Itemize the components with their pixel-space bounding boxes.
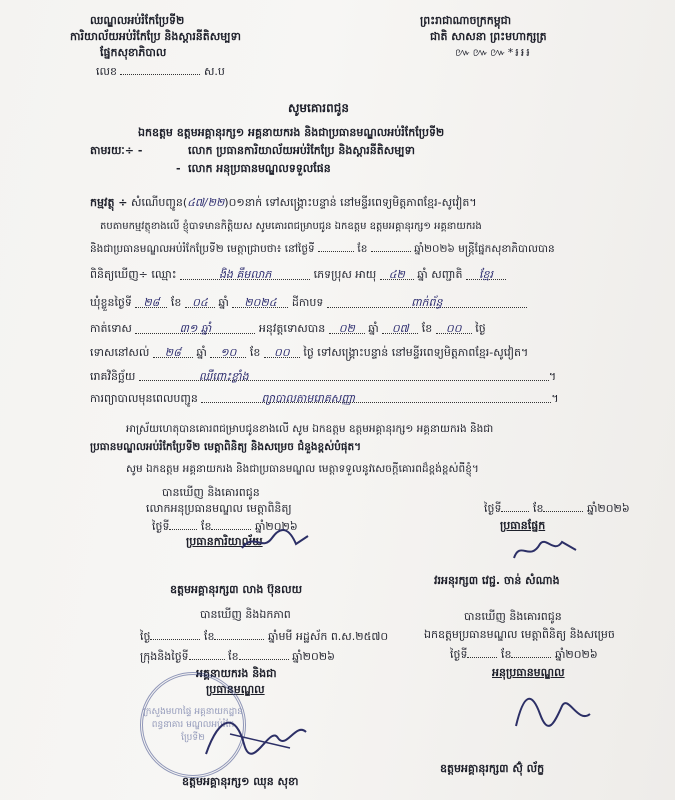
year-label: ឆ្នាំ — [368, 322, 379, 335]
right2-date — [450, 646, 598, 662]
right1-signature — [510, 532, 580, 564]
body-line-1: តបតាមកម្មវត្ថុខាងលើ ខ្ញុំបាទមានកិត្តិយស សូមគោរពជម្រាបជូន ឯកឧត្តម ឧត្តមអគ្គានុរក្ស១ អគ្គនាយករង — [100, 221, 482, 232]
left2-name: ឧត្តមអគ្គានុរក្ស១ ឈុន សុខា — [182, 775, 299, 788]
header-left-line3: ផ្នែកសុខាភិបាល — [100, 46, 167, 59]
left1-signature — [240, 528, 310, 554]
ref-blank — [120, 63, 200, 75]
via-dash: - — [176, 162, 181, 175]
row-name — [90, 268, 506, 282]
year-label: ឆ្នាំ២០២៦ — [254, 520, 298, 533]
served-days: ០០ — [436, 322, 472, 334]
blank — [511, 646, 551, 658]
month-label: ខែ — [421, 322, 433, 335]
month-label: ខែ — [249, 346, 261, 359]
remaining-days: ០០ — [264, 346, 300, 358]
warrant-label: ដីកាបទ — [291, 296, 324, 309]
warrant-value: ពាក់ព័ន្ធ — [327, 296, 527, 308]
closing-line-3: សូម ឯកឧត្តម អគ្គនាយករង និងជាប្រធានមណ្ឌល មេត្តាទទួលនូវសេចក្តីគោរពដ៏ខ្ពង់ខ្ពស់ពីខ្ញុំ។ — [126, 463, 479, 475]
right2-name: ឧត្តមអគ្គានុរក្ស៣ ស៊ុំ ល័ក្ខ — [440, 762, 545, 775]
month-label: ខែ — [532, 502, 544, 515]
right2-line2: ឯកឧត្តមប្រធានមណ្ឌល មេត្តាពិនិត្យ និងសម្រេច — [424, 628, 615, 641]
blank — [318, 240, 354, 252]
official-stamp: ក្រសួងមហាផ្ទៃ អគ្គនាយកដ្ឋានពន្ធនាគារ មណ្ឌលអប់រំកែប្រែទី២ — [140, 672, 246, 778]
patient-nationality: ខ្មែរ — [466, 268, 506, 280]
remaining-months: ១០ — [210, 346, 246, 358]
left2-role1: អគ្គនាយករង និងជា — [196, 667, 277, 680]
via-item-2: លោក អនុប្រធានមណ្ឌលទទួលផែន — [188, 162, 331, 175]
day-label: ថ្ងៃ — [140, 630, 151, 643]
remaining-suffix: ថ្ងៃ ទៅសង្គ្រោះបន្ទាន់ នៅមន្ទីរពេទ្យមិត្តភាពខ្មែរ-សូវៀត។ — [303, 346, 529, 359]
left1-name: ឧត្តមអគ្គានុរក្ស៣ លាង ប៊ុនលយ — [170, 583, 303, 596]
header-ornament: ៚៚៚*៛៛៛ — [455, 46, 532, 59]
left2-role2: ប្រធានមណ្ឌល — [206, 683, 265, 696]
detention-year: ២០២៤ — [232, 296, 288, 308]
month-label: ខែ — [203, 630, 215, 643]
month-label: ខែ — [170, 296, 182, 309]
month-label: ខែ — [200, 520, 212, 533]
ref-label: លេខ — [96, 65, 117, 78]
year-label: ឆ្នាំ២០២៦ — [586, 502, 630, 515]
served-years: ០២ — [329, 322, 365, 334]
served-label: អនុវត្តទោសបាន — [258, 322, 326, 335]
blank — [214, 628, 264, 640]
closing-line-2: ប្រធានមណ្ឌលអប់រំកែប្រែទី២ មេត្តាពិនិត្យ និងសម្រេច ជំនួងខ្ពស់បំផុត។ — [90, 441, 362, 453]
via-item-1: លោក ប្រធានការិយាល័យអប់រំកែប្រែ និងស្តារនីតិសម្បទា — [188, 144, 415, 157]
year-label: ឆ្នាំ — [196, 346, 207, 359]
row-treatment-history: ការព្យាបាលមុនពេលបញ្ជូន ព្យាបាលតាមរោគសញ្ញា ។ — [90, 392, 559, 405]
blank — [150, 628, 200, 640]
remaining-years: ២៨ — [153, 346, 193, 358]
left1-line2: លោកអនុប្រធានមណ្ឌល មេត្តាពិនិត្យ — [146, 502, 292, 515]
left1-role: ប្រធានការិយាល័យ — [186, 535, 263, 548]
right1-name: វរអនុរក្ស៣ វេជ្ជ. ចាន់ សំណាង — [434, 574, 560, 587]
left2-line2 — [140, 628, 388, 644]
header-left-line2: ការិយាល័យអប់រំកែប្រែ និងស្តារនីតិសម្បទា — [70, 30, 241, 43]
patient-name: ងិង គឹមលាភ — [180, 268, 310, 280]
body-line-2c: ឆ្នាំ២០២៦ មន្ត្រីផ្នែកសុខាភិបាលបាន — [414, 243, 555, 255]
header-left-line1: ឈណ្ឌលអប់រំកែប្រែទី២ — [90, 14, 185, 27]
body-line-2b: ខែ — [357, 243, 368, 255]
closing-line-1: អាស្រ័យហេតុបានគោរពជម្រាបជូនខាងលើ សូម ឯកឧត្តម ឧត្តមអគ្គានុរក្ស១ អគ្គនាយករង និងជា — [126, 423, 494, 435]
history-value: ព្យាបាលតាមរោគសញ្ញា — [201, 392, 551, 403]
blank — [501, 500, 529, 512]
right2-signature — [506, 684, 596, 734]
blank — [371, 240, 411, 252]
day-label: ថ្ងៃទី — [450, 648, 468, 661]
blank — [239, 648, 289, 660]
detention-label: ឃុំខ្លួនថ្ងៃទី — [90, 296, 132, 309]
diagnosis-label: រោគវិនិច្ឆ័យ — [90, 370, 136, 383]
sentence-label: កាត់ទោស — [90, 322, 132, 335]
body-line-2a: និងជាប្រធានមណ្ឌលអប់រំកែប្រែទី២ មេត្តាជ្រាបថា៖ នៅថ្ងៃទី — [90, 243, 315, 255]
addressee: ឯកឧត្តម ឧត្តមអគ្គានុរក្ស១ អគ្គនាយករង និងជាប្រធានមណ្ឌលអប់រំកែប្រែទី២ — [138, 126, 445, 139]
left2-signature — [200, 704, 310, 764]
diagnosis-value: ឈឺពោះខ្លាំង — [139, 370, 549, 381]
month-label: ខែ — [500, 648, 512, 661]
day-label: ថ្ងៃទី — [484, 502, 502, 515]
body-line-2 — [90, 240, 555, 256]
reference-number — [96, 63, 225, 79]
right2-role: អនុប្រធានមណ្ឌល — [492, 666, 565, 679]
blank — [169, 518, 197, 530]
header-right-line2: ជាតិ សាសនា ព្រះមហាក្សត្រ — [430, 30, 547, 43]
day-label: ថ្ងៃ — [475, 322, 486, 335]
blank — [189, 648, 225, 660]
detention-day: ២៨ — [135, 296, 167, 308]
subject-label: កម្មវត្ថុ ÷ — [90, 196, 128, 209]
left2-line3 — [140, 648, 335, 664]
right1-role: ប្រធានផ្នែក — [500, 519, 546, 532]
served-months: ០៧ — [382, 322, 418, 334]
patient-age: ៤២ — [380, 268, 414, 280]
name-label: ពិនិត្យឃើញ÷ ឈ្មោះ — [90, 268, 177, 281]
ref-suffix: ស.ប — [203, 65, 225, 78]
subject-line — [90, 196, 477, 210]
header-right-line1: ព្រះរាជាណាចក្រកម្ពុជា — [420, 14, 512, 27]
page-title: សូមគោរពជូន — [288, 101, 349, 115]
subject-handwritten: ៤៧/២២ — [187, 196, 225, 209]
subject-suffix: )០១នាក់ ទៅសង្គ្រោះបន្ទាន់ នៅមន្ទីរពេទ្យមិត្តភាពខ្មែរ-សូវៀត។ — [224, 196, 477, 209]
detention-month: ០៤ — [185, 296, 215, 308]
gender-label: ភេទប្រុស អាយុ — [313, 268, 377, 281]
date-label: ក្រុងនិងថ្ងៃទី — [140, 650, 189, 663]
subject-prefix: សំណើបញ្ជូន( — [131, 196, 188, 209]
blank — [543, 500, 583, 512]
month-label: ខែ — [228, 650, 239, 663]
via-label: តាមរយៈ÷ - — [90, 144, 143, 157]
year-label: ឆ្នាំ២០២៦ — [292, 650, 335, 663]
row-detention — [90, 296, 527, 310]
blank — [467, 646, 497, 658]
row-diagnosis: រោគវិនិច្ឆ័យ ឈឺពោះខ្លាំង ។ — [90, 370, 557, 383]
left2-line1: បានឃើញ និងឯកភាព — [200, 608, 291, 621]
day-label: ថ្ងៃទី — [152, 520, 170, 533]
row-sentence — [90, 322, 486, 336]
left1-line1: បានឃើញ និងគោរពជូន — [162, 486, 260, 499]
sentence-years: ៣១ ឆ្នាំ — [135, 322, 255, 334]
right1-date — [484, 500, 630, 516]
history-label: ការព្យាបាលមុនពេលបញ្ជូន — [90, 392, 198, 405]
year-label: ឆ្នាំ២០២៦ — [554, 648, 598, 661]
year-label: ឆ្នាំ — [218, 296, 229, 309]
year-text: ឆ្នាំមមី អដ្ឋស័ក ព.ស.២៥៧០ — [267, 630, 389, 643]
remaining-label: ទោសនៅសល់ — [90, 346, 150, 359]
right2-line1: បានឃើញ និងគោរពជូន — [464, 610, 562, 623]
year-label: ឆ្នាំ សញ្ជាតិ — [417, 268, 463, 281]
row-remaining — [90, 346, 528, 360]
